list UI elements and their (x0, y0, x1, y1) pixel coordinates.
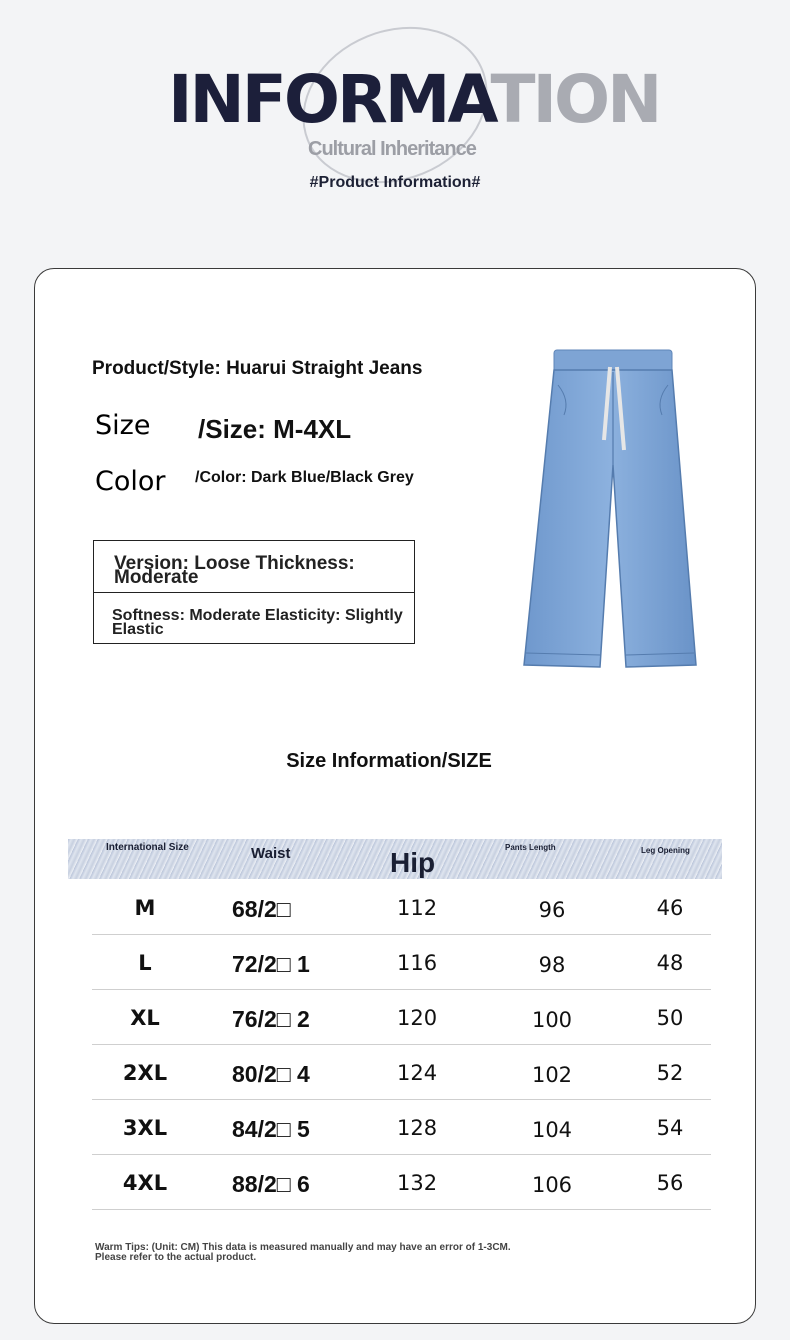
cell-leg-opening: 50 (656, 1006, 684, 1030)
cell-waist: 80/2□ 4 (232, 1061, 310, 1087)
cell-leg-opening: 56 (656, 1171, 684, 1195)
cell-pants-length: 102 (531, 1063, 573, 1087)
attribute-softness-elasticity: Softness: Moderate Elasticity: Slightly Elastic (112, 607, 403, 638)
header-pants-length: Pants Length (505, 843, 556, 852)
table-row (92, 990, 711, 1045)
cell-pants-length: 100 (531, 1008, 573, 1032)
cell-waist: 76/2□ 2 (232, 1006, 310, 1032)
cell-leg-opening: 52 (656, 1061, 684, 1085)
size-table-header (68, 839, 722, 879)
cell-hip: 132 (397, 1171, 438, 1195)
attribute-version-thickness: Version: Loose Thickness: Moderate (94, 541, 414, 593)
cell-waist: 68/2□ (232, 896, 291, 922)
header-leg-opening: Leg Opening (641, 846, 690, 855)
cell-size: 3XL (122, 1116, 168, 1140)
cell-pants-length: 98 (538, 953, 566, 977)
cell-leg-opening: 54 (656, 1116, 684, 1140)
cell-leg-opening: 48 (656, 951, 684, 975)
cell-waist: 84/2□ 5 (232, 1116, 310, 1142)
cell-hip: 128 (397, 1116, 438, 1140)
cell-pants-length: 104 (531, 1118, 573, 1142)
cell-size: L (138, 951, 152, 975)
title-dark-part: INFORMA (168, 61, 491, 138)
cell-size: 4XL (122, 1171, 168, 1195)
jeans-product-image (518, 345, 704, 675)
table-row (92, 880, 711, 935)
table-row (92, 1155, 711, 1210)
cell-hip: 116 (397, 951, 438, 975)
cell-waist: 88/2□ 6 (232, 1171, 310, 1197)
cell-hip: 120 (397, 1006, 438, 1030)
title-light-part: TION (490, 61, 660, 138)
size-value: /Size: M-4XL (198, 414, 352, 444)
table-row (92, 935, 711, 990)
color-label: Color (95, 466, 166, 497)
cell-size: M (134, 896, 156, 920)
page-subtitle: Cultural Inheritance (308, 138, 476, 160)
table-row (92, 1100, 711, 1155)
cell-waist: 72/2□ 1 (232, 951, 310, 977)
cell-hip: 112 (397, 896, 438, 920)
header-international-size: International Size (106, 842, 189, 853)
header-waist: Waist (251, 845, 291, 862)
cell-size: 2XL (122, 1061, 168, 1085)
cell-pants-length: 96 (538, 898, 566, 922)
cell-hip: 124 (397, 1061, 438, 1085)
product-information-tag: #Product Information# (309, 174, 481, 191)
size-information-title: Size Information/SIZE (286, 750, 492, 772)
attributes-box (93, 540, 415, 644)
header-hip: Hip (390, 847, 436, 878)
size-label: Size (95, 410, 151, 441)
color-value: /Color: Dark Blue/Black Grey (195, 469, 414, 486)
table-row (92, 1045, 711, 1100)
product-style: Product/Style: Huarui Straight Jeans (92, 358, 423, 379)
warm-tips: Warm Tips: (Unit: CM) This data is measured manually and may have an error of 1-3CM. Please refer to the actual product. (95, 1242, 511, 1263)
cell-size: XL (130, 1006, 160, 1030)
header-banner (0, 0, 790, 240)
cell-pants-length: 106 (531, 1173, 573, 1197)
page-title (168, 62, 659, 138)
cell-leg-opening: 46 (656, 896, 684, 920)
